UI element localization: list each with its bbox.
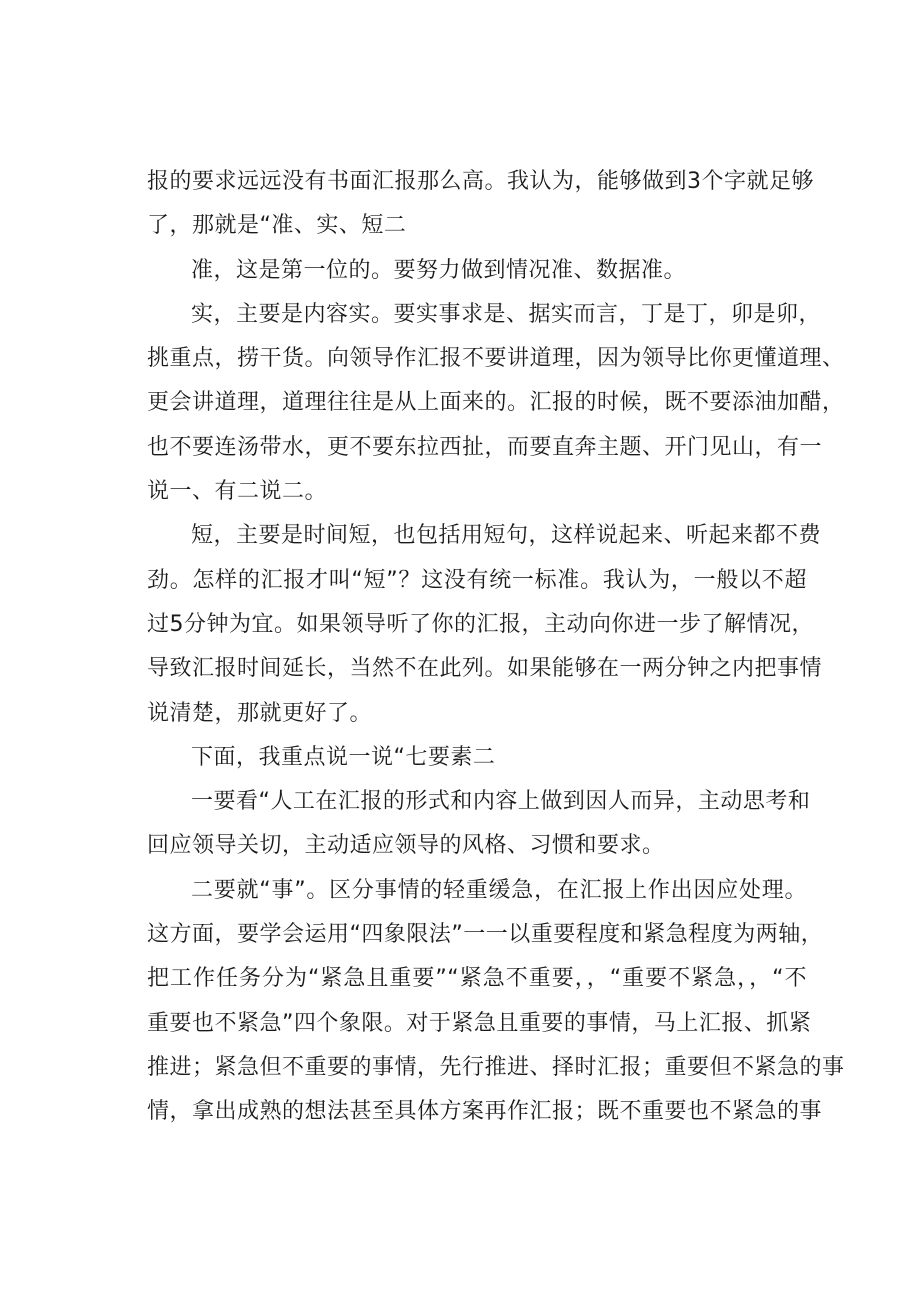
- text-line: 一要看“人工在汇报的形式和内容上做到因人而异，主动思考和: [191, 789, 811, 815]
- text-line: 情，拿出成熟的想法甚至具体方案再作汇报；既不重要也不紧急的事: [147, 1099, 823, 1125]
- text-line: 劲。怎样的汇报才叫“短”？这没有统一标准。我认为，一般以不超: [147, 567, 807, 593]
- text-line: 报的要求远远没有书面汇报那么高。我认为，能够做到3个字就足够: [147, 169, 814, 194]
- text-line: 短，主要是时间短，也包括用短句，这样说起来、听起来都不费: [191, 523, 822, 549]
- text-line: 回应领导关切，主动适应领导的风格、习惯和要求。: [147, 833, 665, 859]
- text-line: 过5分钟为宜。如果领导听了你的汇报，主动向你进一步了解情况，: [147, 611, 814, 637]
- text-line: 这方面，要学会运用“四象限法”一一以重要程度和紧急程度为两轴，: [147, 922, 824, 948]
- text-line: 也不要连汤带水，更不要东拉西扯，而要直奔主题、开门见山，有一: [147, 434, 823, 460]
- text-line: 说一、有二说二。: [147, 479, 328, 505]
- text-line: 准，这是第一位的。要努力做到情况准、数据准。: [191, 257, 687, 283]
- text-line: 说清楚，那就更好了。: [147, 700, 373, 726]
- text-line: 二要就“事”。区分事情的轻重缓急，在汇报上作出因应处理。: [191, 877, 808, 903]
- body-text: [147, 160, 845, 1135]
- text-line: 更会讲道理，道理往往是从上面来的。汇报的时候，既不要添油加醋，: [147, 390, 845, 416]
- text-line: 导致汇报时间延长，当然不在此列。如果能够在一两分钟之内把事情: [147, 656, 823, 682]
- text-line: 实，主要是内容实。要实事求是、据实而言，丁是丁，卯是卯，: [191, 301, 822, 327]
- text-line: 推进；紧急但不重要的事情，先行推进、择时汇报；重要但不紧急的事: [147, 1054, 845, 1080]
- text-line: 挑重点，捞干货。向领导作汇报不要讲道理，因为领导比你更懂道理、: [147, 346, 845, 372]
- text-line: 重要也不紧急”四个象限。对于紧急且重要的事情，马上汇报、抓紧: [147, 1010, 812, 1036]
- text-line: 了，那就是“准、实、短二: [147, 213, 407, 239]
- text-line: 把工作任务分为“紧急且重要”“紧急不重要，，“重要不紧急，，“不: [147, 966, 807, 992]
- text-line: 下面，我重点说一说“七要素二: [191, 744, 496, 770]
